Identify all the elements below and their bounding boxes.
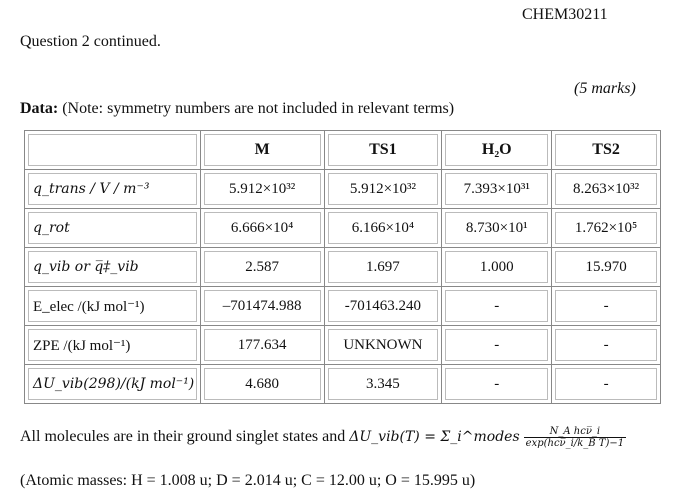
marks-label: (5 marks)	[574, 80, 636, 97]
table-cell: -	[552, 365, 661, 404]
row-label: q_rot	[25, 209, 201, 248]
table-cell: 4.680	[200, 365, 324, 404]
row-label: q_trans / V / m⁻³	[25, 170, 201, 209]
table-cell: 177.634	[200, 326, 324, 365]
table-cell: 7.393×10³¹	[442, 170, 552, 209]
table-row	[25, 326, 661, 365]
header-empty	[25, 131, 201, 170]
data-table	[24, 130, 661, 404]
table-cell: 1.697	[324, 248, 442, 287]
table-cell: -	[552, 287, 661, 326]
row-label: E_elec /(kJ mol⁻¹)	[25, 287, 201, 326]
table-cell: -	[442, 326, 552, 365]
row-label: ZPE /(kJ mol⁻¹)	[25, 326, 201, 365]
atomic-masses: (Atomic masses: H = 1.008 u; D = 2.014 u; C = 12.00 u; O = 15.995 u)	[20, 472, 476, 489]
course-code: CHEM30211	[522, 6, 608, 23]
footer-statement	[20, 426, 626, 449]
formula-numerator: N_A hcν̅_i	[524, 426, 626, 438]
formula-lhs: ΔU_vib(T) = Σ_i^modes	[349, 429, 520, 446]
row-label: q_vib or q̅‡_vib	[25, 248, 201, 287]
table-row	[25, 209, 661, 248]
table-cell: -	[552, 326, 661, 365]
table-cell: 2.587	[200, 248, 324, 287]
column-header: TS1	[324, 131, 442, 170]
column-header: H₂O	[442, 131, 552, 170]
data-note-bold: Data:	[20, 100, 59, 117]
table-cell: 6.166×10⁴	[324, 209, 442, 248]
table-cell: 15.970	[552, 248, 661, 287]
table-cell: 6.666×10⁴	[200, 209, 324, 248]
table-cell: -701463.240	[324, 287, 442, 326]
data-note	[20, 100, 454, 118]
table-cell: –701474.988	[200, 287, 324, 326]
question-continued: Question 2 continued.	[20, 33, 161, 50]
table-cell: 8.730×10¹	[442, 209, 552, 248]
table-row	[25, 365, 661, 404]
table-cell: -	[442, 365, 552, 404]
table-cell: -	[442, 287, 552, 326]
table-cell: 5.912×10³²	[200, 170, 324, 209]
ground-state-text: All molecules are in their ground singlet states and	[20, 428, 346, 446]
row-label: ΔU_vib(298)/(kJ mol⁻¹)	[25, 365, 201, 404]
table-cell: 3.345	[324, 365, 442, 404]
table-cell: 1.000	[442, 248, 552, 287]
table-row	[25, 287, 661, 326]
formula-fraction	[524, 426, 626, 449]
column-header: TS2	[552, 131, 661, 170]
table-cell: UNKNOWN	[324, 326, 442, 365]
table-row	[25, 248, 661, 287]
table-cell: 5.912×10³²	[324, 170, 442, 209]
data-note-text: (Note: symmetry numbers are not included in relevant terms)	[58, 100, 455, 117]
table-header-row	[25, 131, 661, 170]
column-header: M	[200, 131, 324, 170]
table-cell: 1.762×10⁵	[552, 209, 661, 248]
table-cell: 8.263×10³²	[552, 170, 661, 209]
table-row	[25, 170, 661, 209]
formula-denominator: exp(hcν̅_i/k_B T)−1	[525, 438, 625, 449]
